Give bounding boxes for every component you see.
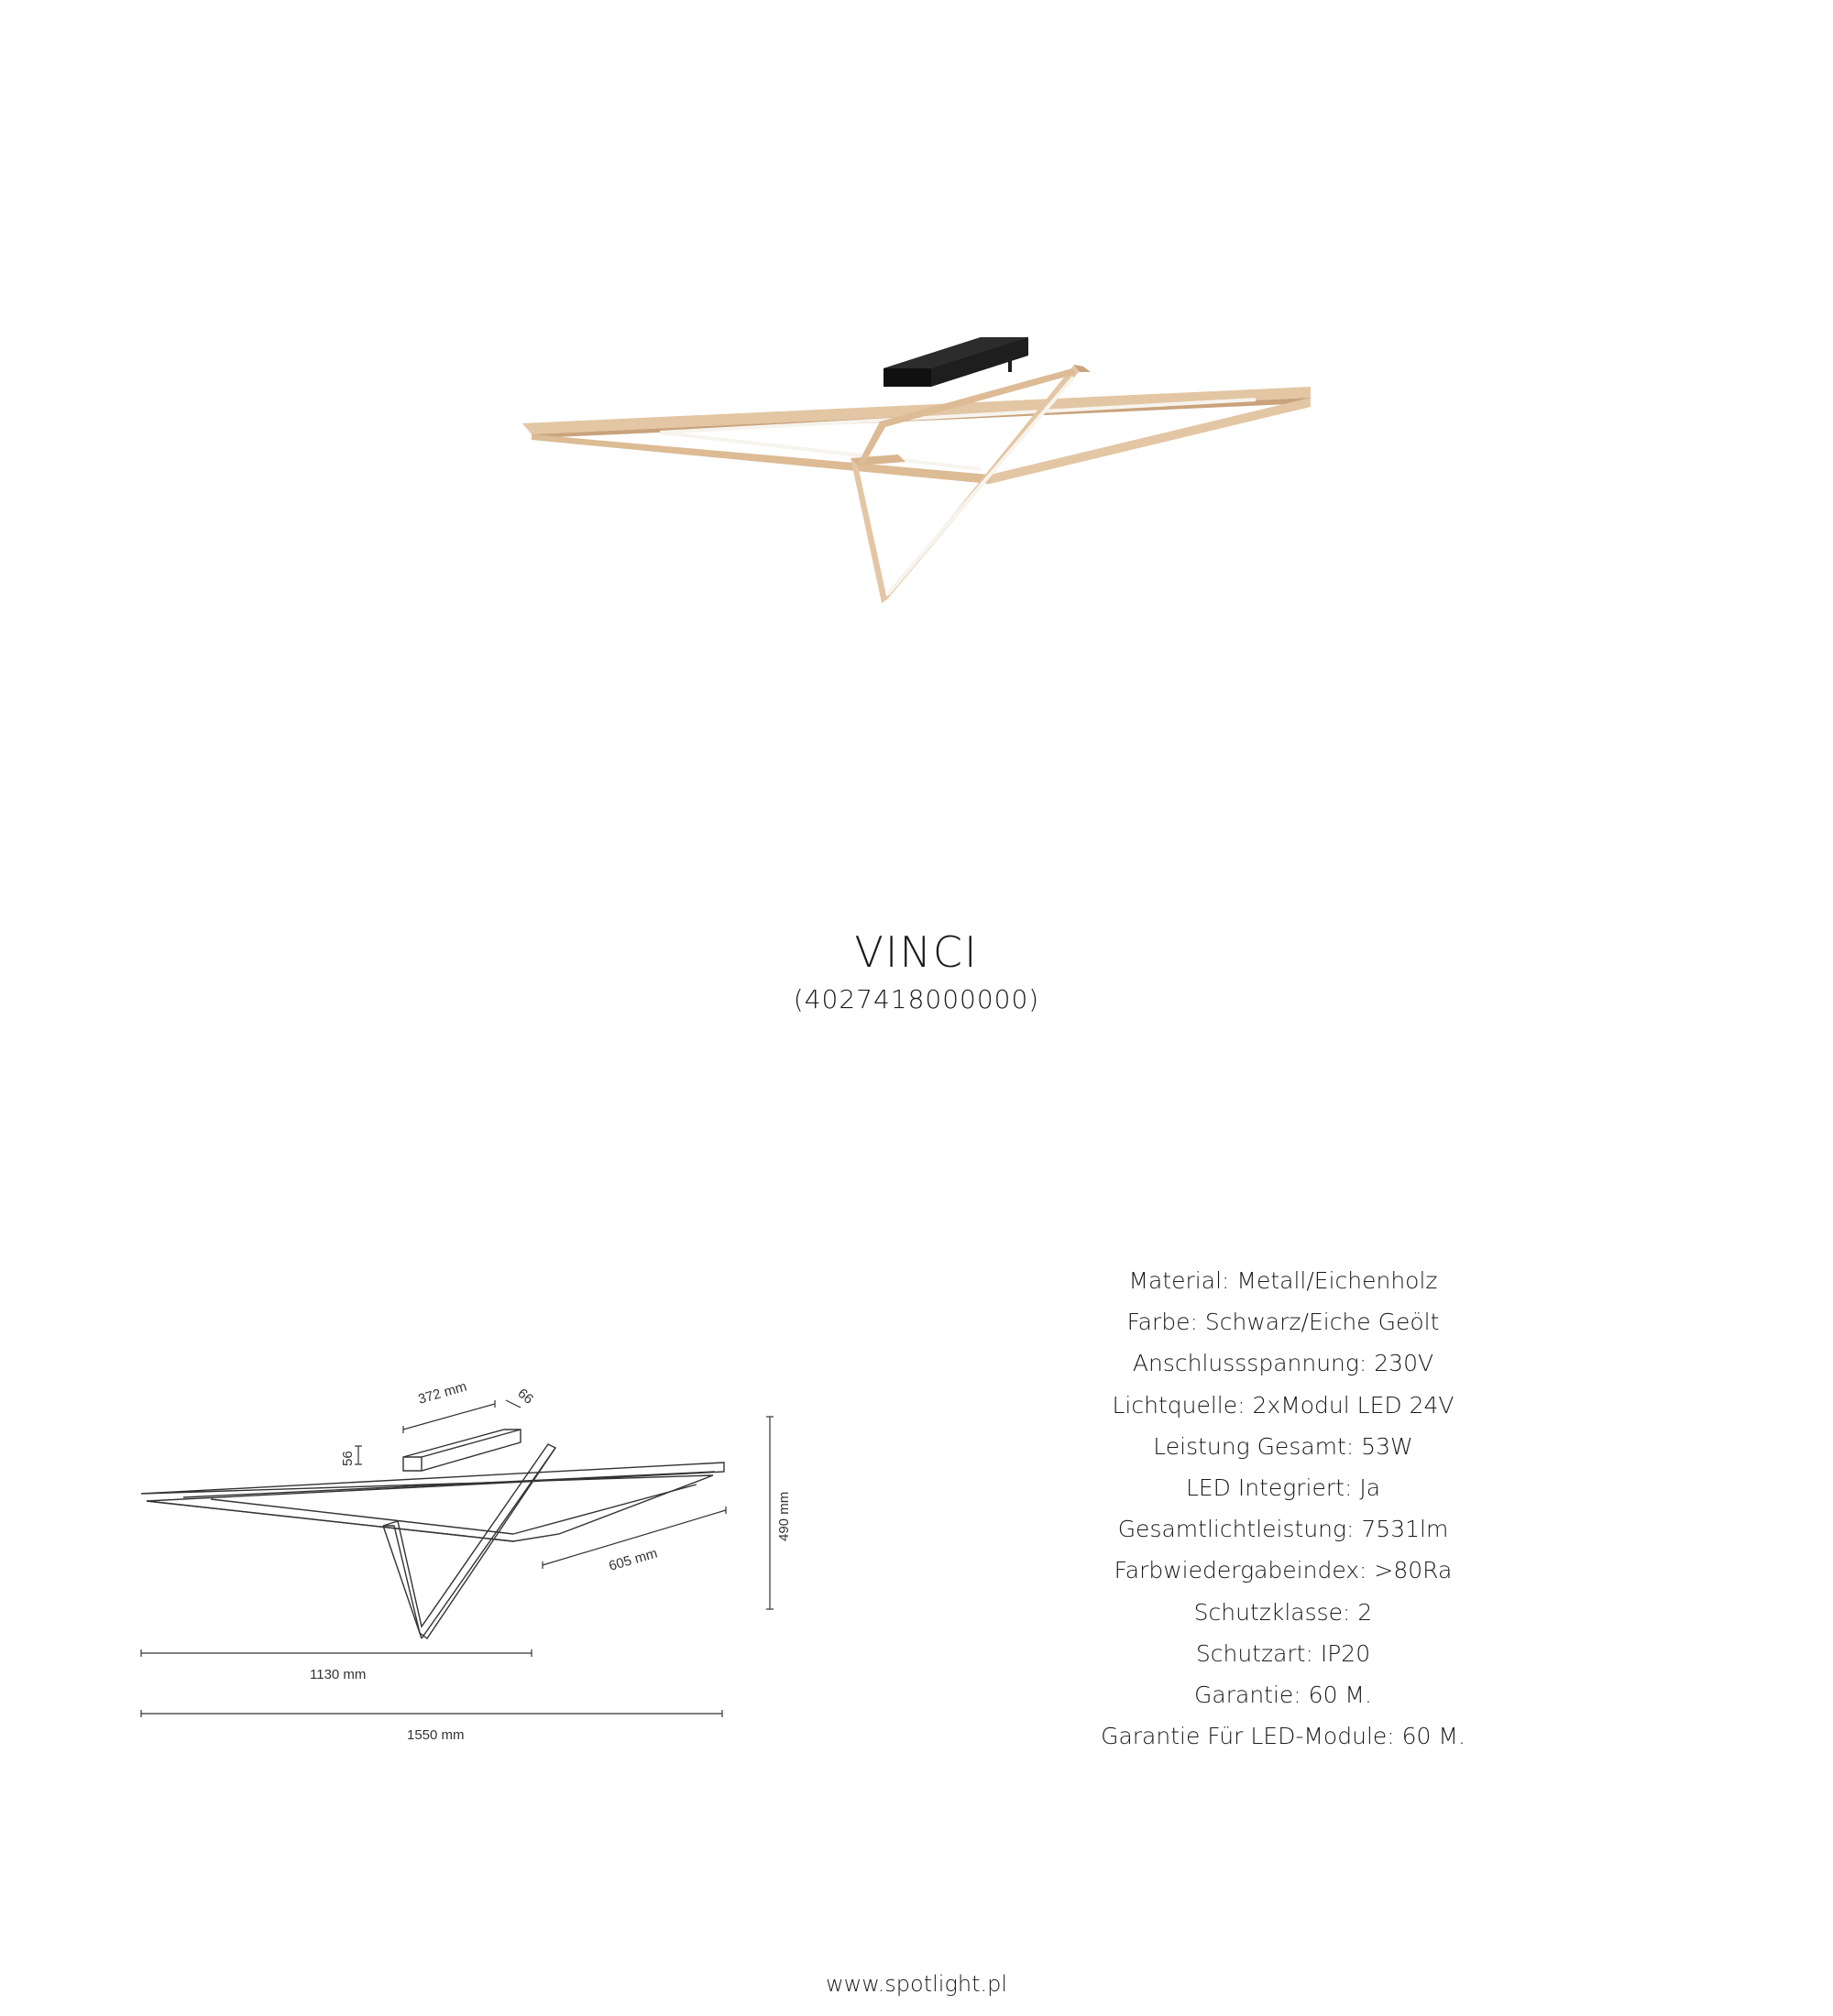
- spec-item: Farbwiedergabeindex: >80Ra: [1114, 1557, 1453, 1584]
- spec-item: Anschlussspannung: 230V: [1132, 1350, 1434, 1377]
- spec-item: Material: Metall/Eichenholz: [1128, 1267, 1438, 1294]
- spec-item: LED Integriert: Ja: [1185, 1474, 1381, 1502]
- drawing-frame-outline: [141, 1463, 724, 1541]
- drawing-bracket: [403, 1430, 521, 1471]
- dim-arm-length: 605 mm: [607, 1545, 660, 1574]
- spec-item: Lichtquelle: 2xModul LED 24V: [1112, 1391, 1454, 1419]
- product-code: (4027418000000): [793, 984, 1040, 1014]
- wooden-frame-long: [522, 387, 1311, 484]
- product-title: VINCI: [854, 927, 979, 977]
- spec-item: Garantie: 60 M.: [1194, 1682, 1372, 1709]
- ceiling-bracket: [884, 337, 1028, 387]
- footer-url[interactable]: www.spotlight.pl: [825, 1971, 1008, 1997]
- dim-width-inner: 1130 mm: [310, 1667, 367, 1682]
- dim-bracket-height: 56: [340, 1451, 356, 1466]
- spec-item: Schutzart: IP20: [1195, 1639, 1371, 1667]
- specs-list: [1008, 1260, 1558, 1757]
- dim-bracket-length: 372 mm: [416, 1378, 469, 1408]
- product-photo: [522, 330, 1329, 605]
- spec-item: Garantie Für LED-Module: 60 M.: [1101, 1723, 1465, 1750]
- dim-bracket-width: 66: [514, 1386, 537, 1408]
- spec-item: Farbe: Schwarz/Eiche Geölt: [1126, 1309, 1440, 1336]
- dim-width-total: 1550 mm: [407, 1727, 465, 1743]
- spec-item: Gesamtlichtleistung: 7531lm: [1117, 1516, 1449, 1543]
- dimension-drawing: [128, 1338, 792, 1759]
- spec-item: Leistung Gesamt: 53W: [1153, 1432, 1413, 1460]
- wooden-frame-triangle: [851, 365, 1091, 603]
- spec-item: Schutzklasse: 2: [1193, 1598, 1373, 1626]
- dim-height: 490 mm: [776, 1491, 792, 1541]
